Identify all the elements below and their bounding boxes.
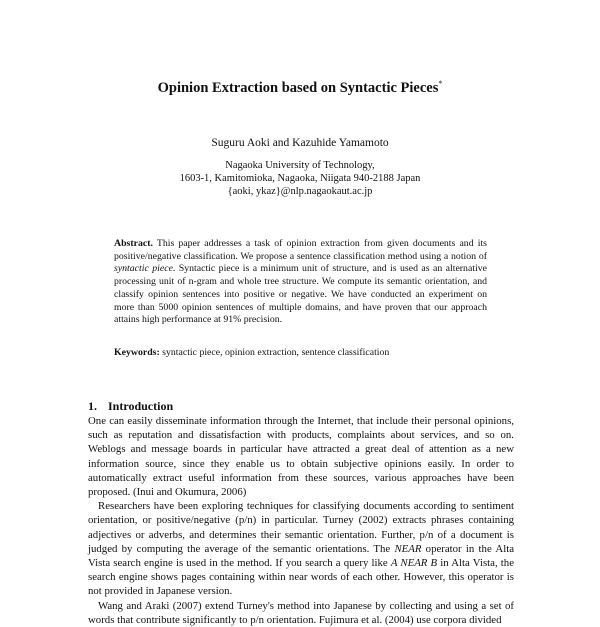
author-list: Suguru Aoki and Kazuhide Yamamoto [211, 137, 389, 149]
abstract-label: Abstract. [114, 238, 153, 249]
paragraph-2-text-b: operator in the Alta Vista search engine is used in the method. If you search a query like [88, 542, 514, 570]
near-operator: NEAR [394, 542, 422, 555]
abstract [114, 238, 487, 327]
section-number: 1. [88, 399, 97, 413]
section-body [88, 414, 514, 627]
paragraph-2 [88, 499, 514, 598]
paragraph-2-text-a: Researchers have been exploring techniques for classifying documents according to sentiment orientation, or positive/negative (p/n) in particular. Turney (2002) extracts phrases containing adjectives or adverbs, and determines their semantic orientation. Further, p/n of a document is judged by computing the average of the semantic orientations. The [88, 500, 514, 555]
affiliation-block [0, 159, 600, 198]
keywords-label: Keywords: [114, 347, 160, 358]
keywords-text: syntactic piece, opinion extraction, sentence classification [162, 347, 390, 358]
affiliation-email: {aoki, ykaz}@nlp.nagaokaut.ac.jp [227, 186, 373, 197]
affiliation-address: 1603-1, Kamitomioka, Nagaoka, Niigata 940-2188 Japan [179, 173, 421, 184]
abstract-text-2: . Syntactic piece is a minimum unit of structure, and is used as an alternative processing unit of n-gram and whole tree structure. We compute its semantic orientation, and classify opinion sentences into positive or negative. We have conducted an experiment on more than 5000 opinion sentences of multiple domains, and have proven that our approach attains high performance at 91% precision. [114, 263, 487, 326]
paragraph-2-text-c: in Alta Vista, the search engine shows pages containing within near words of each other. However, this operator is not provided in Japanese version. [88, 557, 514, 598]
affiliation-institution: Nagaoka University of Technology, [225, 160, 375, 171]
section-heading [88, 399, 173, 414]
title-footnote-mark: * [438, 79, 443, 88]
paper-title-text: Opinion Extraction based on Syntactic Pieces [157, 79, 439, 96]
paragraph-3: Wang and Araki (2007) extend Turney's method into Japanese by collecting and using a set of words that contribute significantly to p/n orientation. Fujimura et al. (2004) use corpora divided [88, 599, 514, 626]
paper-title [0, 79, 600, 97]
section-title: Introduction [108, 399, 174, 413]
keywords [114, 347, 487, 358]
abstract-term: syntactic piece [114, 263, 173, 275]
query-example: A NEAR B [390, 557, 438, 570]
abstract-text-1: This paper addresses a task of opinion extraction from given documents and its positive/negative classification. We propose a sentence classification method using a notion of [114, 238, 487, 262]
paragraph-1: One can easily disseminate information through the Internet, that include their personal opinions, such as reputation and dissatisfaction with products, complaints about services, and so on. Weblogs and message boards in particular have attracted a great deal of attention as a new information source, since they enable us to obtain subjective opinions easily. In order to automatically extract useful information from these sources, various approaches have been proposed. (Inui and Okumura, 2006) [88, 415, 514, 499]
